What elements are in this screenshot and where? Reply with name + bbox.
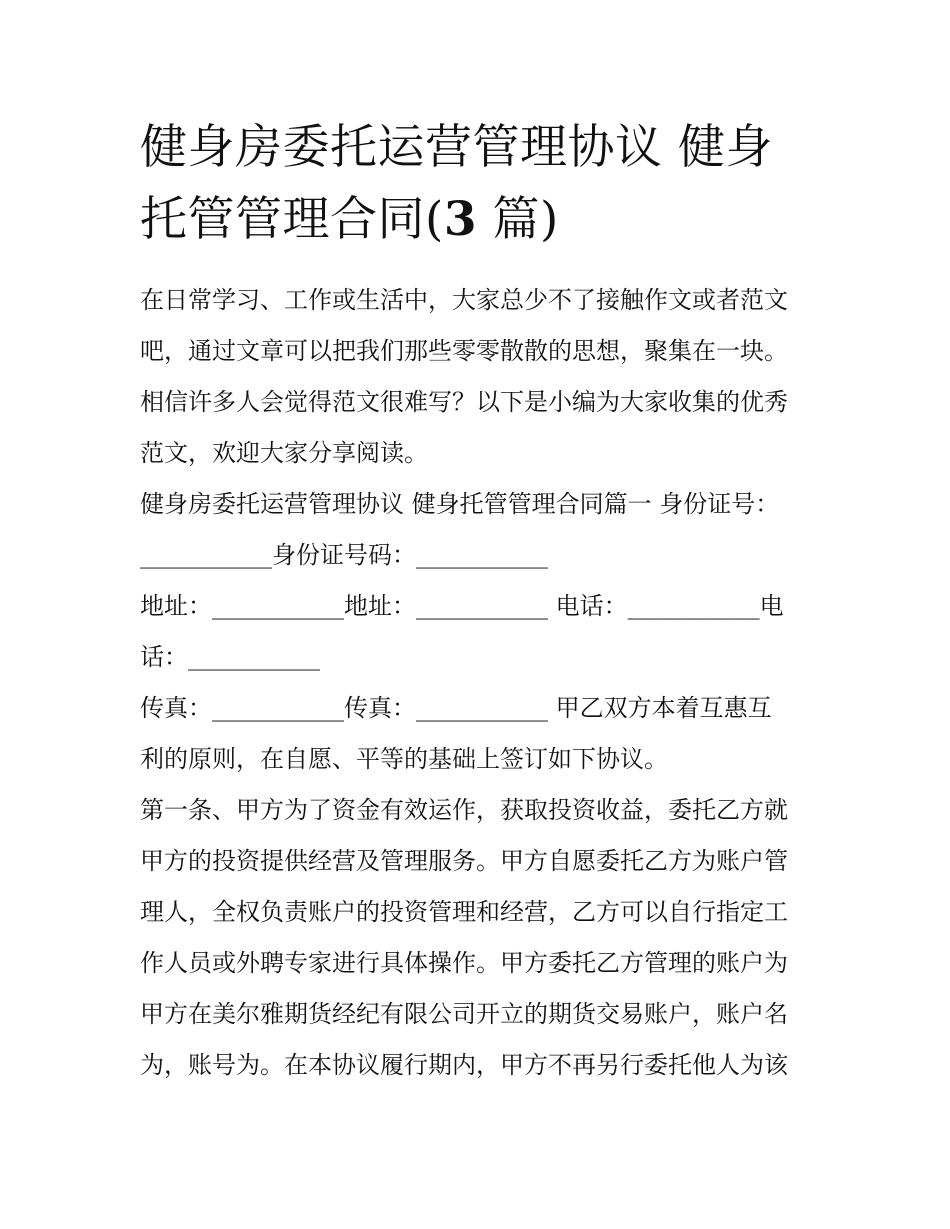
title-line-1: 健身房委托运营管理协议 健身 <box>140 120 773 175</box>
section-heading-paragraph <box>140 479 812 581</box>
article-line: 为，账号为。在本协议履行期内，甲方不再另行委托他人为该 <box>140 1051 788 1079</box>
intro-line: 吧，通过文章可以把我们那些零零散散的思想，聚集在一块。 <box>140 337 788 365</box>
fax-paragraph <box>140 683 812 785</box>
article-line: 甲方在美尔雅期货经纪有限公司开立的期货交易账户，账户名 <box>140 1000 788 1028</box>
article-line: 理人，全权负责账户的投资管理和经营，乙方可以自行指定工 <box>140 898 788 926</box>
article-line: 甲方的投资提供经营及管理服务。甲方自愿委托乙方为账户管 <box>140 847 788 875</box>
fax-line: 传真：___________传真：___________ 甲乙双方本着互惠互 <box>140 694 772 722</box>
title-line-2-suffix: 篇) <box>477 192 559 247</box>
article-1-paragraph <box>140 785 812 1091</box>
title-count-number: 3 <box>443 192 478 247</box>
intro-line: 相信许多人会觉得范文很难写？以下是小编为大家收集的优秀 <box>140 388 788 416</box>
article-line: 第一条、甲方为了资金有效运作，获取投资收益，委托乙方就 <box>140 796 788 824</box>
phone-line: 话：___________ <box>140 643 320 671</box>
document-title <box>140 112 820 256</box>
intro-paragraph <box>140 275 812 479</box>
article-line: 作人员或外聘专家进行具体操作。甲方委托乙方管理的账户为 <box>140 949 788 977</box>
address-phone-line: 地址：___________地址：___________ 电话：___________电 <box>140 592 784 620</box>
section-heading-line: 健身房委托运营管理协议 健身托管管理合同篇一 身份证号： <box>140 490 780 518</box>
intro-line: 范文，欢迎大家分享阅读。 <box>140 439 428 467</box>
principle-line: 利的原则，在自愿、平等的基础上签订如下协议。 <box>140 745 668 773</box>
id-number-line: ___________身份证号码：___________ <box>140 541 548 569</box>
title-line-2-prefix: 托管管理合同( <box>140 192 444 247</box>
intro-line: 在日常学习、工作或生活中，大家总少不了接触作文或者范文 <box>140 286 788 314</box>
address-paragraph <box>140 581 812 683</box>
